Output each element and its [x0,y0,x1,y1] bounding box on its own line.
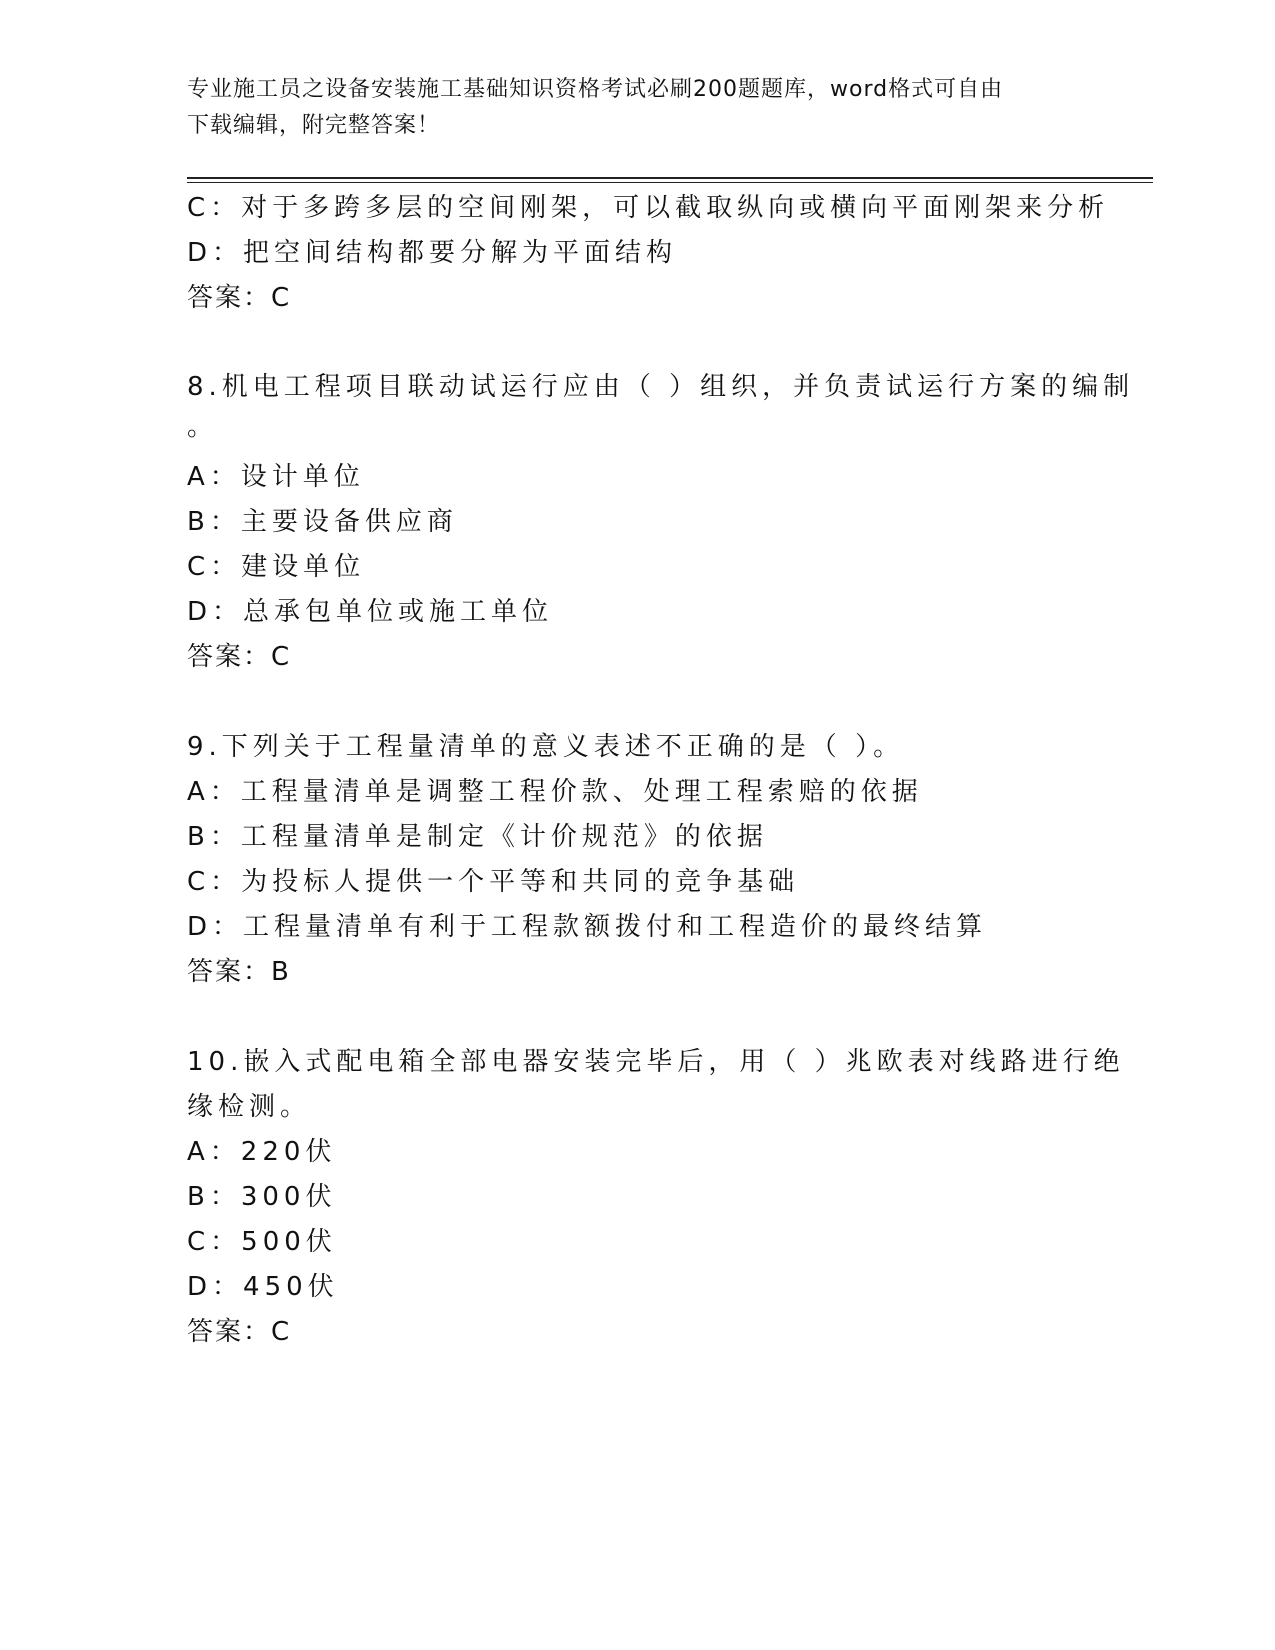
q9-option-a: A：工程量清单是调整工程价款、处理工程索赔的依据 [187,777,923,807]
q9-option-c: C：为投标人提供一个平等和共同的竞争基础 [187,867,800,897]
q8-option-b: B：主要设备供应商 [187,507,458,537]
header-divider-thick [187,177,1153,179]
q8-stem-line-1: 8.机电工程项目联动试运行应由（ ）组织，并负责试运行方案的编制 [187,372,1135,402]
q10-stem-line-2: 缘检测。 [187,1092,312,1122]
prev-option-d: D：把空间结构都要分解为平面结构 [187,238,678,268]
header-divider-thin [187,182,1153,183]
q9-option-d: D：工程量清单有利于工程款额拨付和工程造价的最终结算 [187,912,988,942]
q10-option-a: A：220伏 [187,1137,337,1167]
q9-answer: 答案：B [187,957,291,987]
q10-option-b: B：300伏 [187,1182,337,1212]
q8-option-c: C：建设单位 [187,552,366,582]
header-line-1: 专业施工员之设备安装施工基础知识资格考试必刷200题题库，word格式可自由 [187,77,1004,102]
q10-option-c: C：500伏 [187,1227,337,1257]
document-header [187,72,1087,144]
q10-option-d: D：450伏 [187,1272,339,1302]
q8-stem-line-2: 。 [187,412,219,442]
q10-stem-line-1: 10.嵌入式配电箱全部电器安装完毕后，用（ ）兆欧表对线路进行绝 [187,1047,1125,1077]
prev-answer: 答案：C [187,283,292,313]
prev-option-c: C：对于多跨多层的空间刚架，可以截取纵向或横向平面刚架来分析 [187,193,1110,223]
header-line-2: 下载编辑，附完整答案！ [187,113,441,138]
q9-option-b: B：工程量清单是制定《计价规范》的依据 [187,822,768,852]
q8-option-a: A：设计单位 [187,462,365,492]
q10-answer: 答案：C [187,1317,292,1347]
q9-stem-line-1: 9.下列关于工程量清单的意义表述不正确的是（ ）。 [187,732,905,762]
q8-option-d: D：总承包单位或施工单位 [187,597,554,627]
q8-answer: 答案：C [187,642,292,672]
